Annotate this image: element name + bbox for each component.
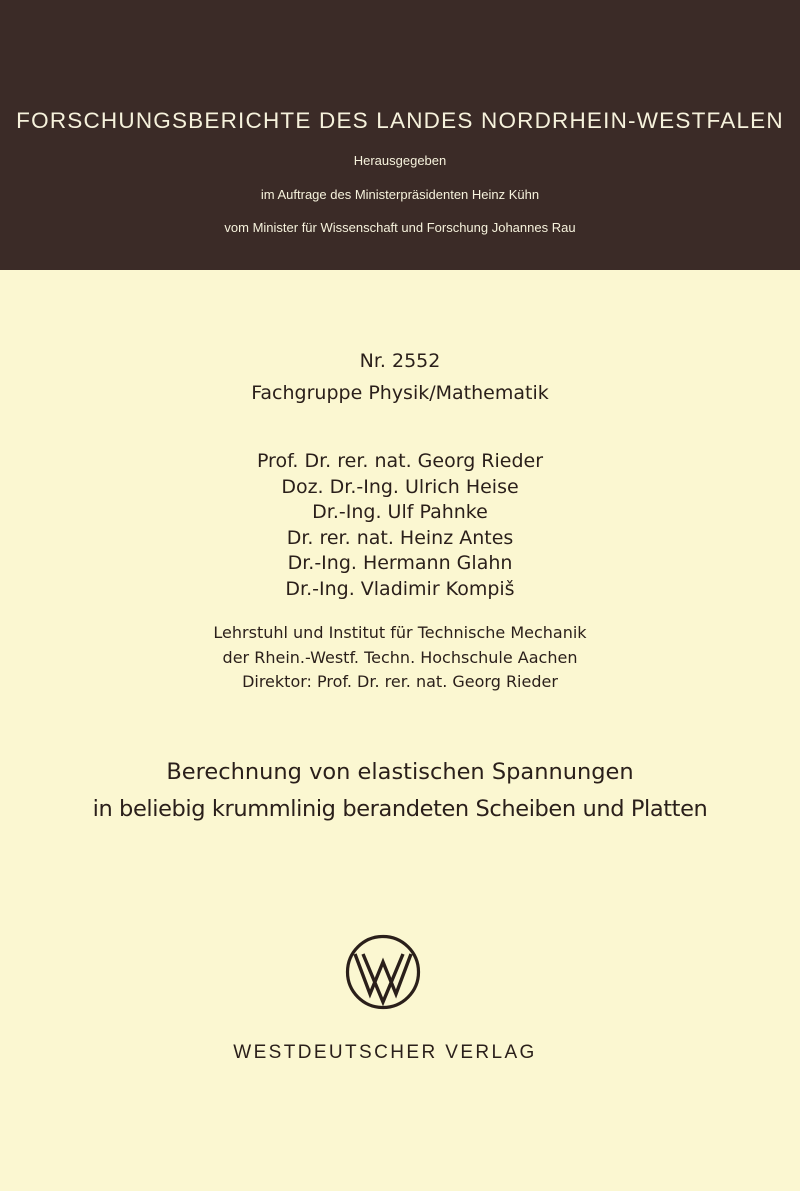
header-line-minister: vom Minister für Wissenschaft und Forschung Johannes Rau — [224, 220, 576, 235]
author-name: Dr.-Ing. Hermann Glahn — [287, 552, 513, 574]
author-name: Prof. Dr. rer. nat. Georg Rieder — [256, 450, 544, 472]
publisher-logo-icon — [343, 932, 423, 1012]
series-title: FORSCHUNGSBERICHTE DES LANDES NORDRHEIN-WESTFALEN — [16, 108, 784, 133]
author-name: Dr.-Ing. Ulf Pahnke — [312, 501, 488, 523]
header-line-herausgegeben: Herausgegeben — [353, 153, 447, 168]
header-line-auftrag: im Auftrage des Ministerpräsidenten Heinz Kühn — [260, 187, 540, 202]
report-fachgruppe: Fachgruppe Physik/Mathematik — [251, 382, 549, 404]
institute-line: der Rhein.-Westf. Techn. Hochschule Aachen — [222, 647, 578, 667]
book-title — [0, 754, 800, 828]
book-title-line: Berechnung von elastischen Spannungen — [166, 759, 634, 785]
header-band — [0, 0, 800, 270]
institute-block — [0, 621, 800, 695]
author-name: Dr.-Ing. Vladimir Kompiš — [285, 577, 515, 600]
author-list — [0, 449, 800, 602]
publisher-name: WESTDEUTSCHER VERLAG — [233, 1042, 537, 1063]
author-name: Dr. rer. nat. Heinz Antes — [286, 526, 514, 549]
institute-line: Lehrstuhl und Institut für Technische Mechanik — [213, 623, 587, 642]
report-number: Nr. 2552 — [359, 350, 441, 372]
institute-line: Direktor: Prof. Dr. rer. nat. Georg Rieder — [242, 672, 558, 691]
book-title-line: in beliebig krummlinig berandeten Scheiben und Platten — [92, 796, 708, 822]
author-name: Doz. Dr.-Ing. Ulrich Heise — [281, 475, 519, 498]
